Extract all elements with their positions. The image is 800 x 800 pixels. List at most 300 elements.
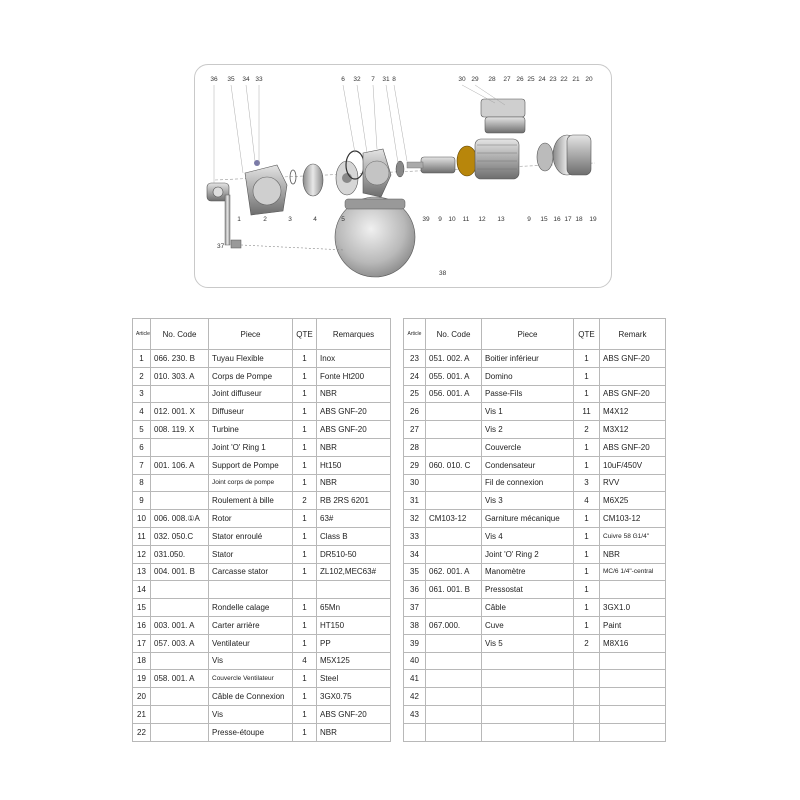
piece-cell: Boitier inférieur <box>482 350 574 368</box>
table-row <box>404 616 666 634</box>
table-row <box>404 456 666 474</box>
qte-cell: 2 <box>293 492 317 510</box>
qte-cell: 1 <box>574 563 600 581</box>
qte-cell: 1 <box>293 367 317 385</box>
code-cell <box>151 438 209 456</box>
article-cell: 9 <box>133 492 151 510</box>
table-row <box>133 599 391 617</box>
code-cell <box>151 385 209 403</box>
table-row <box>404 545 666 563</box>
qte-cell: 1 <box>293 705 317 723</box>
diagram-label-17: 17 <box>564 216 572 223</box>
code-cell <box>151 581 209 599</box>
table-header-row <box>133 319 391 350</box>
code-cell <box>426 670 482 688</box>
qte-cell: 1 <box>293 438 317 456</box>
code-cell: 004. 001. B <box>151 563 209 581</box>
qte-cell: 1 <box>293 421 317 439</box>
code-cell: 010. 303. A <box>151 367 209 385</box>
article-cell: 33 <box>404 527 426 545</box>
table-row <box>133 563 391 581</box>
piece-cell: Rotor <box>209 510 293 528</box>
code-cell: 062. 001. A <box>426 563 482 581</box>
qte-cell: 1 <box>293 527 317 545</box>
remark-cell: M6X25 <box>600 492 666 510</box>
remark-cell: 65Mn <box>317 599 391 617</box>
qte-cell: 1 <box>574 367 600 385</box>
qte-cell <box>574 705 600 723</box>
table-row <box>404 581 666 599</box>
piece-cell <box>482 705 574 723</box>
table-row <box>404 634 666 652</box>
code-cell: 003. 001. A <box>151 616 209 634</box>
article-cell: 27 <box>404 421 426 439</box>
header-qte: QTE <box>293 319 317 350</box>
code-cell <box>426 403 482 421</box>
remark-cell: 3GX0.75 <box>317 688 391 706</box>
header-code: No. Code <box>151 319 209 350</box>
article-cell: 5 <box>133 421 151 439</box>
header-piece: Piece <box>209 319 293 350</box>
diagram-label-15: 15 <box>540 216 548 223</box>
table-row <box>133 723 391 741</box>
article-cell: 23 <box>404 350 426 368</box>
diagram-label-22: 22 <box>560 76 568 83</box>
remark-cell: Cuivre 58 G1/4" <box>600 527 666 545</box>
qte-cell: 2 <box>574 634 600 652</box>
table-row <box>133 705 391 723</box>
remark-cell: MC/6 1/4"-central <box>600 563 666 581</box>
remark-cell: M8X16 <box>600 634 666 652</box>
remark-cell <box>600 581 666 599</box>
header-piece: Piece <box>482 319 574 350</box>
article-cell: 30 <box>404 474 426 492</box>
remark-cell <box>600 367 666 385</box>
remark-cell <box>317 581 391 599</box>
piece-cell: Vis 1 <box>482 403 574 421</box>
qte-cell: 1 <box>293 634 317 652</box>
piece-cell <box>482 723 574 741</box>
diagram-label-2: 2 <box>263 216 267 223</box>
qte-cell: 1 <box>293 350 317 368</box>
piece-cell: Stator enroulé <box>209 527 293 545</box>
article-cell: 41 <box>404 670 426 688</box>
piece-cell: Passe-Fils <box>482 385 574 403</box>
diagram-label-32: 32 <box>353 76 361 83</box>
article-cell: 14 <box>133 581 151 599</box>
remark-cell: HT150 <box>317 616 391 634</box>
code-cell: 012. 001. X <box>151 403 209 421</box>
exploded-view-diagram <box>194 64 612 288</box>
qte-cell: 2 <box>574 421 600 439</box>
code-cell <box>426 688 482 706</box>
article-cell: 29 <box>404 456 426 474</box>
diagram-label-38: 38 <box>439 270 447 277</box>
code-cell <box>426 545 482 563</box>
piece-cell: Carter arrière <box>209 616 293 634</box>
code-cell: 032. 050.C <box>151 527 209 545</box>
qte-cell: 1 <box>293 474 317 492</box>
piece-cell: Domino <box>482 367 574 385</box>
article-cell: 8 <box>133 474 151 492</box>
diagram-label-1: 1 <box>237 216 241 223</box>
remark-cell: 3GX1.0 <box>600 599 666 617</box>
code-cell: 006. 008.①A <box>151 510 209 528</box>
remark-cell: Ht150 <box>317 456 391 474</box>
qte-cell: 1 <box>293 510 317 528</box>
piece-cell: Roulement à bille <box>209 492 293 510</box>
header-remark: Remark <box>600 319 666 350</box>
diagram-label-36: 36 <box>210 76 218 83</box>
article-cell: 42 <box>404 688 426 706</box>
piece-cell: Rondelle calage <box>209 599 293 617</box>
header-article: Article <box>404 319 426 350</box>
article-cell: 37 <box>404 599 426 617</box>
article-cell: 18 <box>133 652 151 670</box>
code-cell <box>426 527 482 545</box>
remark-cell: DR510-50 <box>317 545 391 563</box>
code-cell: 056. 001. A <box>426 385 482 403</box>
diagram-label-21: 21 <box>572 76 580 83</box>
code-cell <box>151 705 209 723</box>
code-cell <box>426 723 482 741</box>
code-cell <box>426 492 482 510</box>
table-row <box>404 385 666 403</box>
remark-cell: 10uF/450V <box>600 456 666 474</box>
code-cell: 031.050. <box>151 545 209 563</box>
qte-cell <box>293 581 317 599</box>
diagram-label-12: 12 <box>478 216 486 223</box>
qte-cell: 11 <box>574 403 600 421</box>
qte-cell: 3 <box>574 474 600 492</box>
article-cell: 20 <box>133 688 151 706</box>
article-cell: 1 <box>133 350 151 368</box>
qte-cell: 4 <box>574 492 600 510</box>
qte-cell: 1 <box>574 616 600 634</box>
remark-cell: ABS GNF-20 <box>317 421 391 439</box>
code-cell <box>151 474 209 492</box>
diagram-label-29: 29 <box>471 76 479 83</box>
table-row <box>404 670 666 688</box>
piece-cell: Vis 2 <box>482 421 574 439</box>
code-cell <box>151 723 209 741</box>
remark-cell <box>600 705 666 723</box>
remark-cell: Fonte Ht200 <box>317 367 391 385</box>
qte-cell: 1 <box>293 599 317 617</box>
table-row <box>404 421 666 439</box>
table-row <box>404 563 666 581</box>
qte-cell: 1 <box>574 385 600 403</box>
remark-cell: PP <box>317 634 391 652</box>
piece-cell <box>482 652 574 670</box>
diagram-label-24: 24 <box>538 76 546 83</box>
remark-cell: CM103-12 <box>600 510 666 528</box>
table-row <box>404 723 666 741</box>
piece-cell: Joint corps de pompe <box>209 474 293 492</box>
piece-cell: Vis <box>209 652 293 670</box>
piece-cell: Stator <box>209 545 293 563</box>
code-cell: 051. 002. A <box>426 350 482 368</box>
piece-cell: Câble de Connexion <box>209 688 293 706</box>
article-cell: 13 <box>133 563 151 581</box>
table-row <box>133 545 391 563</box>
piece-cell: Couvercle <box>482 438 574 456</box>
qte-cell: 1 <box>293 456 317 474</box>
qte-cell: 4 <box>293 652 317 670</box>
piece-cell: Câble <box>482 599 574 617</box>
code-cell <box>151 652 209 670</box>
article-cell: 19 <box>133 670 151 688</box>
table-row <box>133 652 391 670</box>
piece-cell: Fil de connexion <box>482 474 574 492</box>
article-cell: 4 <box>133 403 151 421</box>
qte-cell: 1 <box>293 403 317 421</box>
pump-exploded-illustration <box>195 65 611 287</box>
piece-cell <box>209 581 293 599</box>
qte-cell <box>574 723 600 741</box>
qte-cell: 1 <box>293 688 317 706</box>
piece-cell: Carcasse stator <box>209 563 293 581</box>
diagram-label-39: 39 <box>422 216 430 223</box>
qte-cell: 1 <box>574 581 600 599</box>
table-row <box>404 350 666 368</box>
article-cell: 39 <box>404 634 426 652</box>
code-cell <box>151 599 209 617</box>
article-cell: 12 <box>133 545 151 563</box>
piece-cell: Vis 3 <box>482 492 574 510</box>
article-cell <box>404 723 426 741</box>
diagram-label-37: 37 <box>217 243 225 250</box>
article-cell: 16 <box>133 616 151 634</box>
qte-cell: 1 <box>293 563 317 581</box>
qte-cell: 1 <box>574 438 600 456</box>
table-row <box>404 705 666 723</box>
remark-cell <box>600 688 666 706</box>
remark-cell: M3X12 <box>600 421 666 439</box>
qte-cell <box>574 688 600 706</box>
diagram-label-33: 33 <box>255 76 263 83</box>
table-row <box>133 456 391 474</box>
article-cell: 10 <box>133 510 151 528</box>
header-qte: QTE <box>574 319 600 350</box>
piece-cell: Garniture mécanique <box>482 510 574 528</box>
table-row <box>133 527 391 545</box>
code-cell: 055. 001. A <box>426 367 482 385</box>
diagram-label-11: 11 <box>462 216 470 223</box>
code-cell <box>426 652 482 670</box>
qte-cell: 1 <box>574 350 600 368</box>
diagram-label-9: 9 <box>527 216 531 223</box>
diagram-label-4: 4 <box>313 216 317 223</box>
diagram-label-23: 23 <box>549 76 557 83</box>
header-code: No. Code <box>426 319 482 350</box>
diagram-label-34: 34 <box>242 76 250 83</box>
article-cell: 22 <box>133 723 151 741</box>
piece-cell: Couvercle Ventilateur <box>209 670 293 688</box>
piece-cell <box>482 670 574 688</box>
code-cell <box>426 438 482 456</box>
code-cell: CM103-12 <box>426 510 482 528</box>
table-row <box>133 688 391 706</box>
table-row <box>133 474 391 492</box>
code-cell: 008. 119. X <box>151 421 209 439</box>
qte-cell <box>574 670 600 688</box>
remark-cell: M5X125 <box>317 652 391 670</box>
code-cell <box>151 688 209 706</box>
remark-cell: ABS GNF-20 <box>317 403 391 421</box>
remark-cell: RB 2RS 6201 <box>317 492 391 510</box>
piece-cell: Vis 5 <box>482 634 574 652</box>
table-row <box>404 438 666 456</box>
article-cell: 28 <box>404 438 426 456</box>
table-row <box>133 616 391 634</box>
diagram-label-30: 30 <box>458 76 466 83</box>
article-cell: 15 <box>133 599 151 617</box>
diagram-label-7: 7 <box>371 76 375 83</box>
piece-cell: Presse-étoupe <box>209 723 293 741</box>
remark-cell: NBR <box>600 545 666 563</box>
remark-cell: NBR <box>317 438 391 456</box>
table-row <box>133 581 391 599</box>
remark-cell: NBR <box>317 474 391 492</box>
piece-cell: Ventilateur <box>209 634 293 652</box>
qte-cell: 1 <box>293 385 317 403</box>
qte-cell: 1 <box>574 456 600 474</box>
diagram-label-8: 8 <box>392 76 396 83</box>
diagram-label-3: 3 <box>288 216 292 223</box>
table-row <box>133 403 391 421</box>
piece-cell: Joint 'O' Ring 2 <box>482 545 574 563</box>
remark-cell: RVV <box>600 474 666 492</box>
article-cell: 36 <box>404 581 426 599</box>
article-cell: 32 <box>404 510 426 528</box>
article-cell: 40 <box>404 652 426 670</box>
article-cell: 38 <box>404 616 426 634</box>
qte-cell: 1 <box>293 723 317 741</box>
remark-cell: Class B <box>317 527 391 545</box>
table-row <box>404 688 666 706</box>
table-row <box>133 438 391 456</box>
remark-cell: 63# <box>317 510 391 528</box>
diagram-label-9: 9 <box>438 216 442 223</box>
table-row <box>133 670 391 688</box>
piece-cell: Vis 4 <box>482 527 574 545</box>
diagram-label-18: 18 <box>575 216 583 223</box>
qte-cell: 1 <box>574 599 600 617</box>
piece-cell: Corps de Pompe <box>209 367 293 385</box>
piece-cell: Turbine <box>209 421 293 439</box>
piece-cell: Joint diffuseur <box>209 385 293 403</box>
table-row <box>404 492 666 510</box>
remark-cell: ABS GNF-20 <box>600 385 666 403</box>
remark-cell: ABS GNF-20 <box>600 350 666 368</box>
diagram-label-10: 10 <box>448 216 456 223</box>
code-cell: 060. 010. C <box>426 456 482 474</box>
diagram-label-25: 25 <box>527 76 535 83</box>
table-row <box>404 599 666 617</box>
table-row <box>404 652 666 670</box>
header-remark: Remarques <box>317 319 391 350</box>
article-cell: 26 <box>404 403 426 421</box>
diagram-label-6: 6 <box>341 76 345 83</box>
parts-table-right <box>403 318 666 742</box>
article-cell: 7 <box>133 456 151 474</box>
diagram-label-5: 5 <box>341 216 345 223</box>
article-cell: 25 <box>404 385 426 403</box>
code-cell <box>426 421 482 439</box>
remark-cell: Paint <box>600 616 666 634</box>
table-row <box>133 385 391 403</box>
remark-cell: M4X12 <box>600 403 666 421</box>
diagram-label-31: 31 <box>382 76 390 83</box>
article-cell: 43 <box>404 705 426 723</box>
table-row <box>404 474 666 492</box>
piece-cell: Pressostat <box>482 581 574 599</box>
code-cell: 061. 001. B <box>426 581 482 599</box>
table-header-row <box>404 319 666 350</box>
remark-cell <box>600 723 666 741</box>
code-cell <box>426 705 482 723</box>
remark-cell: Inox <box>317 350 391 368</box>
diagram-label-27: 27 <box>503 76 511 83</box>
piece-cell: Diffuseur <box>209 403 293 421</box>
code-cell <box>426 599 482 617</box>
remark-cell: NBR <box>317 723 391 741</box>
piece-cell: Vis <box>209 705 293 723</box>
piece-cell: Joint 'O' Ring 1 <box>209 438 293 456</box>
piece-cell <box>482 688 574 706</box>
header-article: Article <box>133 319 151 350</box>
remark-cell: ZL102,MEC63# <box>317 563 391 581</box>
article-cell: 11 <box>133 527 151 545</box>
table-row <box>404 510 666 528</box>
qte-cell: 1 <box>293 616 317 634</box>
article-cell: 17 <box>133 634 151 652</box>
table-row <box>133 421 391 439</box>
qte-cell: 1 <box>574 510 600 528</box>
diagram-label-26: 26 <box>516 76 524 83</box>
qte-cell: 1 <box>293 545 317 563</box>
article-cell: 35 <box>404 563 426 581</box>
table-row <box>133 350 391 368</box>
piece-cell: Support de Pompe <box>209 456 293 474</box>
piece-cell: Tuyau Flexible <box>209 350 293 368</box>
article-cell: 31 <box>404 492 426 510</box>
remark-cell: ABS GNF-20 <box>600 438 666 456</box>
article-cell: 24 <box>404 367 426 385</box>
table-row <box>133 367 391 385</box>
diagram-label-19: 19 <box>589 216 597 223</box>
code-cell: 057. 003. A <box>151 634 209 652</box>
qte-cell: 1 <box>293 670 317 688</box>
code-cell: 066. 230. B <box>151 350 209 368</box>
article-cell: 2 <box>133 367 151 385</box>
code-cell <box>426 474 482 492</box>
remark-cell <box>600 670 666 688</box>
piece-cell: Condensateur <box>482 456 574 474</box>
diagram-label-35: 35 <box>227 76 235 83</box>
qte-cell: 1 <box>574 527 600 545</box>
parts-table-left <box>132 318 391 742</box>
article-cell: 21 <box>133 705 151 723</box>
code-cell <box>426 634 482 652</box>
table-row <box>133 492 391 510</box>
code-cell: 001. 106. A <box>151 456 209 474</box>
qte-cell: 1 <box>574 545 600 563</box>
table-row <box>133 634 391 652</box>
remark-cell: Steel <box>317 670 391 688</box>
remark-cell: NBR <box>317 385 391 403</box>
